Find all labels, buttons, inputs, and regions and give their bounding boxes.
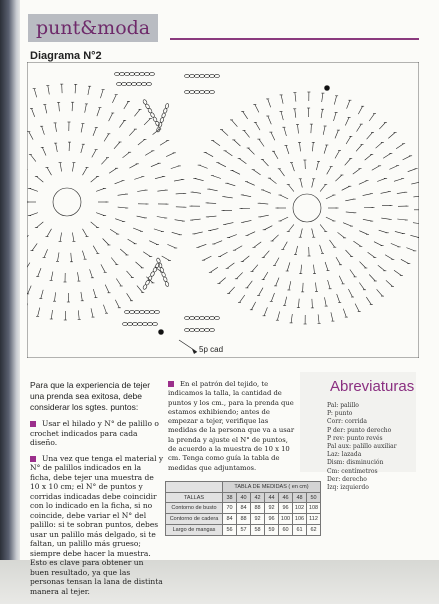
table-cell: 84	[237, 503, 251, 514]
abbreviation-item: Laz: lazada	[327, 451, 362, 459]
table-row	[166, 525, 321, 536]
abbreviation-item: Corr: corrida	[327, 418, 367, 426]
table-cell: 59	[265, 525, 279, 536]
table-cell: 112	[307, 514, 321, 525]
table-size: 38	[223, 493, 237, 503]
table-header-label: TALLAS	[166, 493, 223, 503]
abbreviation-item: Izq: izquierdo	[327, 484, 369, 492]
table-cell: 96	[279, 503, 293, 514]
table-cell: 61	[293, 525, 307, 536]
table-row	[166, 514, 321, 525]
abbreviations-list	[327, 402, 397, 492]
table-cell: 57	[237, 525, 251, 536]
table-cell: 92	[251, 514, 265, 525]
abbreviation-item: P: punto	[327, 410, 353, 418]
abbreviation-item: Der: derecho	[327, 475, 367, 483]
table-cell: 56	[223, 525, 237, 536]
diagram-title: Diagrama N°2	[30, 50, 102, 62]
table-cell: 96	[265, 514, 279, 525]
table-cell: 58	[251, 525, 265, 536]
intro-column	[30, 380, 164, 602]
magazine-spine	[0, 0, 22, 604]
table-caption-row	[166, 482, 321, 493]
intro-point-1: Usar el hilado y N° de palillo o crochet indicados para cada diseño.	[30, 419, 159, 447]
bullet-icon	[168, 381, 174, 387]
table-row-label: Largo de mangas	[166, 525, 223, 536]
table-cell: 106	[293, 514, 307, 525]
table-cell: 60	[279, 525, 293, 536]
bullet-icon	[30, 421, 36, 427]
abbreviation-item: Pal: palillo	[327, 402, 359, 409]
table-size: 40	[237, 493, 251, 503]
crochet-diagram	[27, 62, 419, 358]
table-cell: 84	[223, 514, 237, 525]
table-cell: 88	[251, 503, 265, 514]
table-row-label: Contorno de busto	[166, 503, 223, 514]
table-caption: TABLA DE MEDIDAS ( en cm)	[223, 482, 321, 493]
table-size: 44	[265, 493, 279, 503]
table-size: 48	[293, 493, 307, 503]
table-cell: 100	[279, 514, 293, 525]
abbreviation-item: P der: punto derecho	[327, 426, 392, 434]
table-cell: 88	[237, 514, 251, 525]
table-cell: 70	[223, 503, 237, 514]
table-header-row	[166, 493, 321, 503]
pointer-label: 5p cad	[199, 345, 224, 354]
abbreviation-item: P rev: punto revés	[327, 434, 383, 442]
intro-point-2: Una vez que tenga el material y N° de palillos indicados en la ficha, debe tejer una muestra de 10 x 10 cm; el N° de puntos y corridas indicadas debe coincidir con lo indicado en la ficha, si no coincide, debe variar el N° del palillo: si te sobran puntos, debes usar un palillo más delgado, si te faltan, un palillo más grueso; siempre debe hacer la muestra. Esto es clave para obtener un buen resultado, ya que las personas tensan la lana de distinta manera al tejer.	[30, 453, 164, 596]
table-cell: 108	[307, 503, 321, 514]
abbreviation-item: Dism: disminución	[327, 459, 384, 467]
table-row-label: Contorno de cadera	[166, 514, 223, 525]
abbreviations-title: Abreviaturas	[330, 378, 415, 395]
table-cell: 62	[307, 525, 321, 536]
table-row	[166, 503, 321, 514]
table-cell: 92	[265, 503, 279, 514]
abbreviation-item: Pal aux: palillo auxiliar	[327, 443, 397, 451]
table-size: 50	[307, 493, 321, 503]
table-size: 46	[279, 493, 293, 503]
abbreviation-item: Cm: centímetros	[327, 467, 378, 475]
table-cell: 102	[293, 503, 307, 514]
measure-note: En el patrón del tejido, te indicamos la talla, la cantidad de puntos y los cm., para la prenda que estamos exhibiendo; antes de empezar a tejer, verifique las medidas de la persona que va a usar la prenda y ajuste el N° de puntos, de acuerdo a la muestra de 10 x 10 cm. Tenga como guía la tabla de medidas que adjuntamos.	[168, 380, 295, 472]
header-rule	[170, 38, 419, 40]
measures-table	[165, 481, 321, 536]
bullet-icon	[30, 456, 36, 462]
brand-logo: punt&moda	[28, 14, 158, 42]
table-size: 42	[251, 493, 265, 503]
intro-lead: Para que la experiencia de tejer una prenda sea exitosa, debe considerar los sgtes. puntos:	[30, 380, 151, 412]
